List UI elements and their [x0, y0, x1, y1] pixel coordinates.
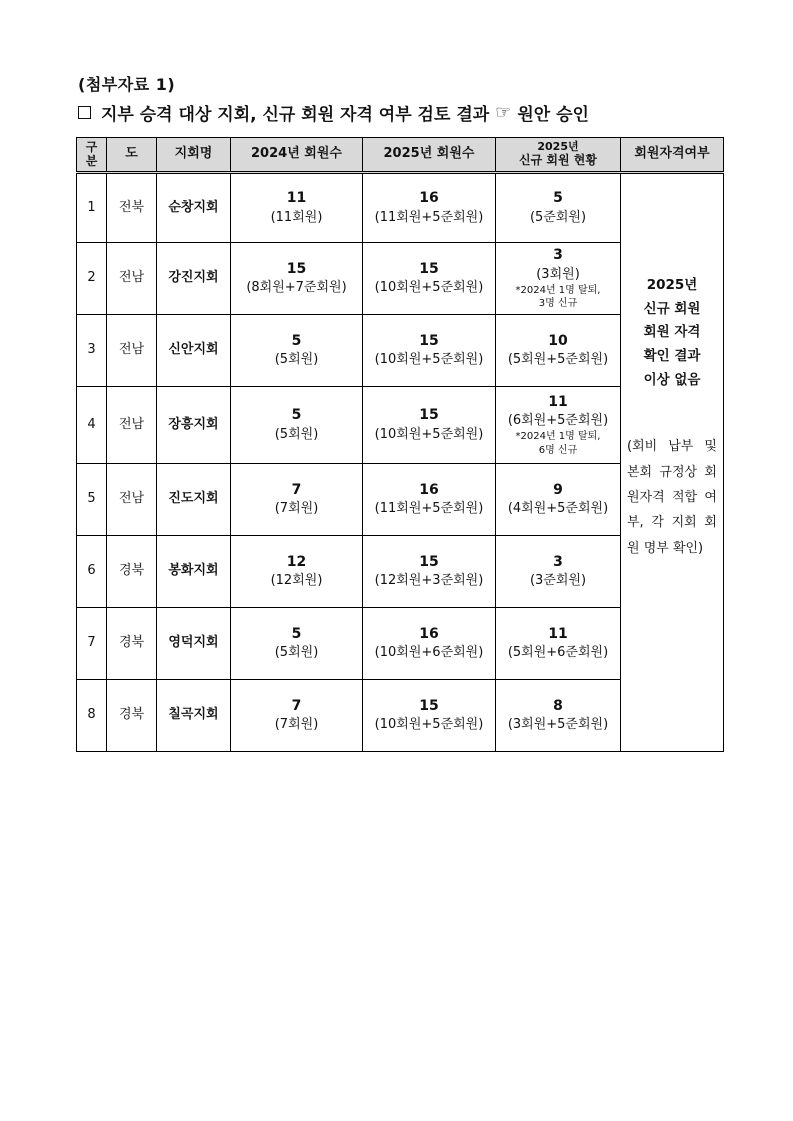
header-members-2025: 2025년 회원수	[363, 138, 496, 173]
row-province: 경북	[107, 536, 157, 608]
row-members-2024: 5 (5회원)	[231, 387, 363, 464]
header-branch: 지회명	[157, 138, 231, 173]
row-province: 전남	[107, 315, 157, 387]
row-new-2025: 9 (4회원+5준회원)	[496, 464, 621, 536]
row-members-2024: 5 (5회원)	[231, 315, 363, 387]
row-province: 경북	[107, 608, 157, 680]
row-members-2025: 15 (10회원+5준회원)	[363, 680, 496, 752]
row-members-2024: 7 (7회원)	[231, 464, 363, 536]
row-members-2025: 16 (11회원+5준회원)	[363, 464, 496, 536]
summary-result: 2025년 신규 회원 회원 자격 확인 결과 이상 없음	[643, 277, 701, 388]
row-no: 1	[77, 173, 107, 243]
summary-note: (회비 납부 및 본회 규정상 회원자격 적합 여부, 각 지회 회원 명부 확인)	[627, 439, 717, 556]
row-branch: 장흥지회	[157, 387, 231, 464]
row-no: 6	[77, 536, 107, 608]
eligibility-summary	[621, 173, 724, 752]
header-new-2025-line1: 2025년	[537, 140, 579, 154]
row-branch: 순창지회	[157, 173, 231, 243]
row-new-2025: 3 (3준회원)	[496, 536, 621, 608]
section-title-main: 지부 승격 대상 지회, 신규 회원 자격 여부 검토 결과	[101, 105, 490, 125]
row-no: 2	[77, 243, 107, 315]
row-branch: 칠곡지회	[157, 680, 231, 752]
row-members-2024: 7 (7회원)	[231, 680, 363, 752]
row-branch: 신안지회	[157, 315, 231, 387]
table-row	[77, 173, 724, 243]
row-province: 전남	[107, 243, 157, 315]
row-new-2025: 11 (5회원+6준회원)	[496, 608, 621, 680]
header-province: 도	[107, 138, 157, 173]
header-no: 구분	[77, 138, 107, 173]
row-branch: 영덕지회	[157, 608, 231, 680]
row-members-2025: 16 (10회원+6준회원)	[363, 608, 496, 680]
row-branch: 봉화지회	[157, 536, 231, 608]
row-members-2024: 15 (8회원+7준회원)	[231, 243, 363, 315]
row-members-2025: 15 (10회원+5준회원)	[363, 315, 496, 387]
row-no: 5	[77, 464, 107, 536]
table-header-row	[77, 138, 724, 173]
row-no: 3	[77, 315, 107, 387]
row-members-2025: 15 (12회원+3준회원)	[363, 536, 496, 608]
row-province: 전남	[107, 387, 157, 464]
header-members-2024: 2024년 회원수	[231, 138, 363, 173]
header-new-2025	[496, 138, 621, 173]
row-no: 4	[77, 387, 107, 464]
row-members-2025: 16 (11회원+5준회원)	[363, 173, 496, 243]
row-new-2025: 8 (3회원+5준회원)	[496, 680, 621, 752]
row-new-2025: 5 (5준회원)	[496, 173, 621, 243]
attachment-label: (첨부자료 1)	[78, 75, 176, 94]
row-branch: 진도지회	[157, 464, 231, 536]
row-province: 경북	[107, 680, 157, 752]
row-no: 8	[77, 680, 107, 752]
row-new-2025: 11 (6회원+5준회원) *2024년 1명 탈퇴, 6명 신규	[496, 387, 621, 464]
pointing-hand-icon: ☞	[495, 102, 512, 123]
row-members-2024: 5 (5회원)	[231, 608, 363, 680]
row-branch: 강진지회	[157, 243, 231, 315]
checkbox-icon	[78, 106, 91, 119]
row-new-2025: 10 (5회원+5준회원)	[496, 315, 621, 387]
row-new-2025: 3 (3회원) *2024년 1명 탈퇴, 3명 신규	[496, 243, 621, 315]
row-members-2025: 15 (10회원+5준회원)	[363, 243, 496, 315]
section-title	[78, 100, 589, 125]
header-new-2025-line2: 신규 회원 현황	[519, 152, 597, 167]
row-members-2025: 15 (10회원+5준회원)	[363, 387, 496, 464]
section-title-tail: 원안 승인	[517, 105, 589, 125]
row-members-2024: 11 (11회원)	[231, 173, 363, 243]
row-members-2024: 12 (12회원)	[231, 536, 363, 608]
review-table	[76, 137, 724, 752]
row-no: 7	[77, 608, 107, 680]
row-province: 전북	[107, 173, 157, 243]
header-eligibility: 회원자격여부	[621, 138, 724, 173]
row-province: 전남	[107, 464, 157, 536]
